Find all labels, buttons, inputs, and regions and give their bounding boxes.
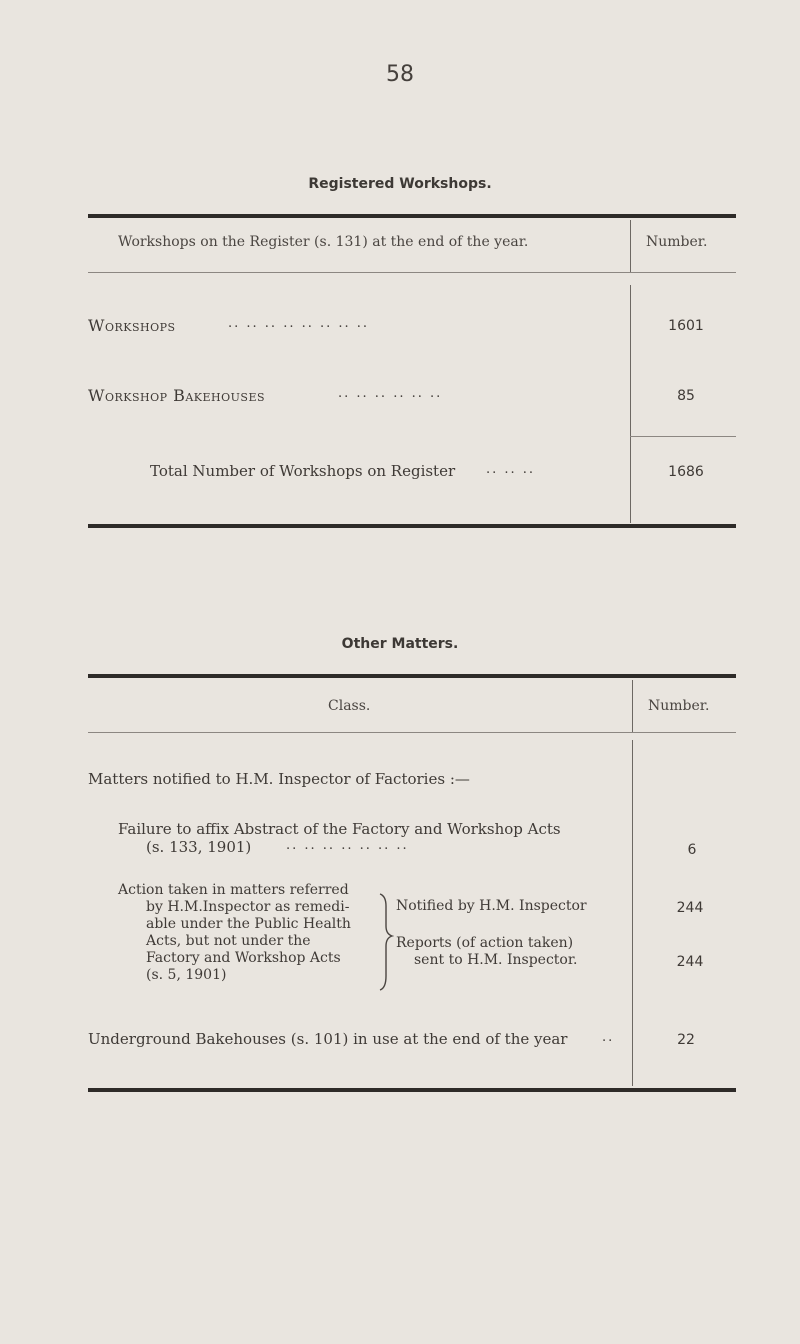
reports-line-1: Reports (of action taken) xyxy=(396,935,574,951)
bakehouses-dots: .. .. .. .. .. .. xyxy=(338,386,443,401)
other-number-header: Number. xyxy=(648,698,710,714)
underground-dots: .. xyxy=(602,1030,615,1045)
other-matters-title: Other Matters. xyxy=(341,636,459,652)
registered-description-header: Workshops on the Register (s. 131) at the end of the year. xyxy=(118,234,529,250)
top-rule xyxy=(88,214,736,218)
total-dots: .. .. .. xyxy=(486,462,536,477)
workshops-dots: .. .. .. .. .. .. .. .. xyxy=(228,316,370,331)
other-bottom-rule xyxy=(88,1088,736,1092)
header-divider xyxy=(630,220,631,272)
action-line-2: by H.M.Inspector as remedi- xyxy=(146,899,350,915)
notified-value: 244 xyxy=(676,900,704,916)
failure-dots: .. .. .. .. .. .. .. xyxy=(286,838,409,853)
reports-value: 244 xyxy=(676,954,704,970)
bottom-rule xyxy=(88,524,736,528)
column-divider xyxy=(630,285,631,523)
action-line-1: Action taken in matters referred xyxy=(118,882,349,898)
failure-line-1: Failure to affix Abstract of the Factory and Workshop Acts xyxy=(118,820,561,838)
header-rule xyxy=(88,272,736,273)
brace-icon xyxy=(376,892,394,992)
action-line-4: Acts, but not under the xyxy=(146,933,311,949)
class-header: Class. xyxy=(328,698,371,714)
total-rule xyxy=(630,436,736,437)
registered-number-header: Number. xyxy=(646,234,708,250)
total-value: 1686 xyxy=(668,464,704,480)
bakehouses-label: Workshop Bakehouses xyxy=(88,386,266,405)
other-column-divider xyxy=(632,740,633,1086)
registered-workshops-title: Registered Workshops. xyxy=(308,176,492,192)
other-header-rule xyxy=(88,732,736,733)
underground-value: 22 xyxy=(677,1032,695,1048)
workshops-label: Workshops xyxy=(88,316,176,335)
bakehouses-value: 85 xyxy=(677,388,695,404)
action-line-3: able under the Public Health xyxy=(146,916,351,932)
page-number: 58 xyxy=(386,62,414,87)
failure-line-2: (s. 133, 1901) xyxy=(146,838,252,856)
other-top-rule xyxy=(88,674,736,678)
workshops-value: 1601 xyxy=(668,318,704,334)
total-label: Total Number of Workshops on Register xyxy=(150,462,456,480)
underground-label: Underground Bakehouses (s. 101) in use at the end of the year xyxy=(88,1030,568,1048)
other-header-divider xyxy=(632,680,633,732)
failure-value: 6 xyxy=(687,842,697,858)
notified-label: Notified by H.M. Inspector xyxy=(396,898,587,914)
matters-heading: Matters notified to H.M. Inspector of Factories :— xyxy=(88,770,470,788)
reports-line-2: sent to H.M. Inspector. xyxy=(414,952,578,968)
action-line-5: Factory and Workshop Acts xyxy=(146,950,341,966)
action-line-6: (s. 5, 1901) xyxy=(146,967,227,983)
